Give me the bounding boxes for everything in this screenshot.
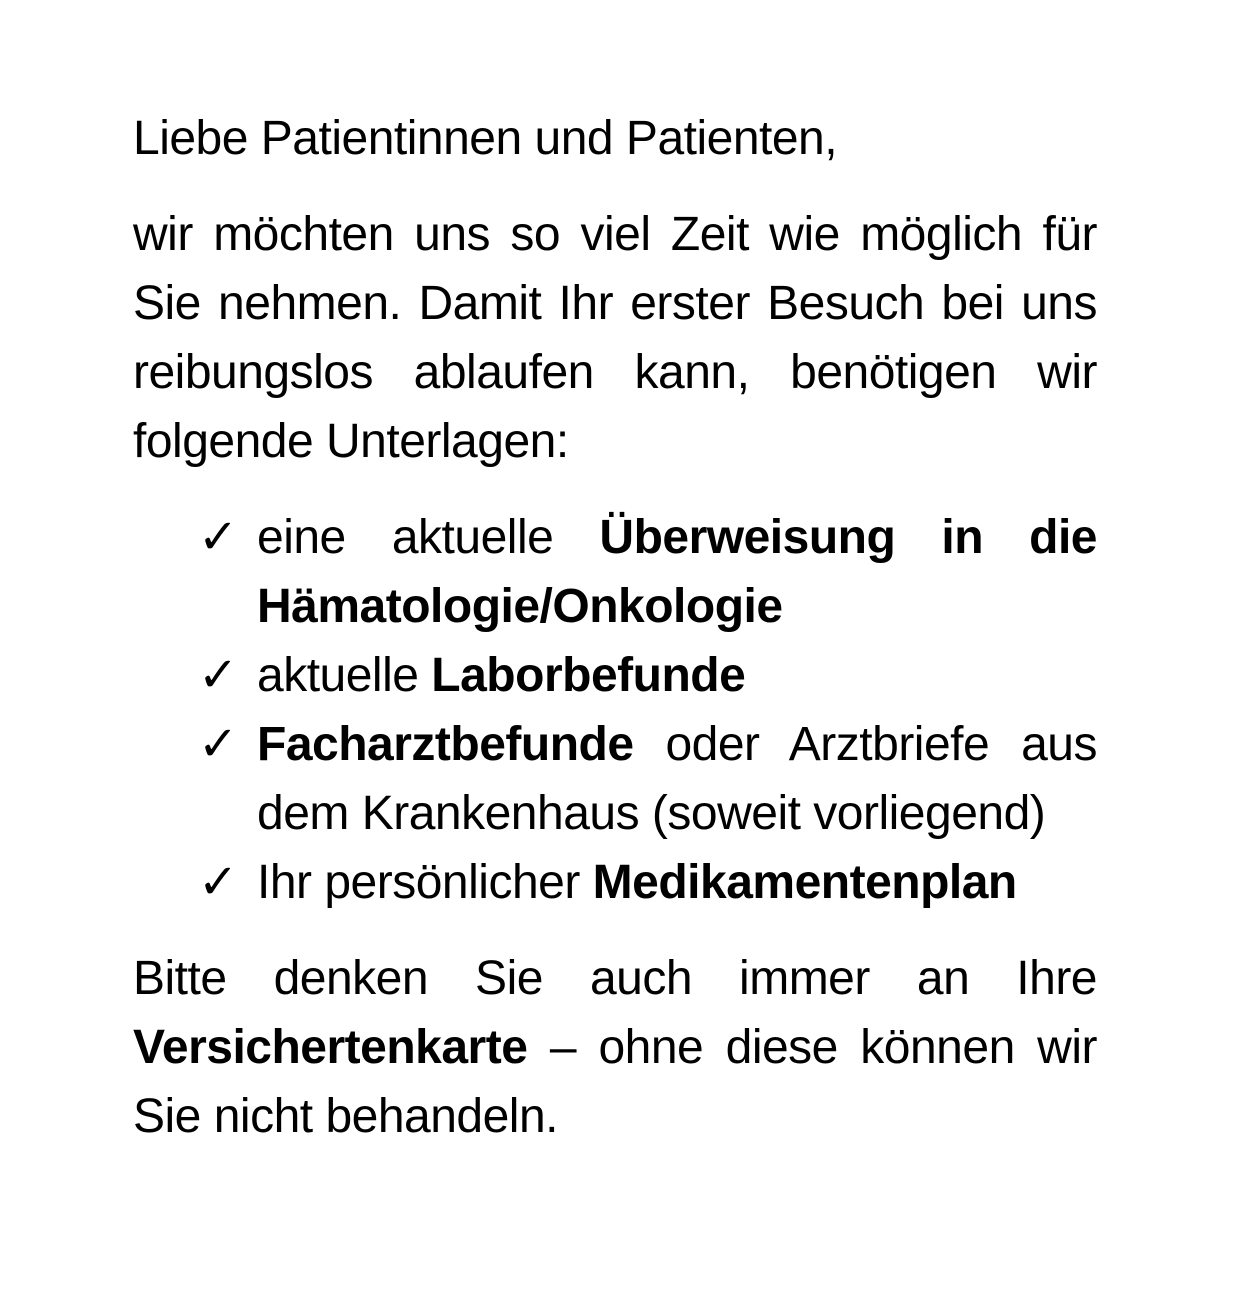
regular-text: aktuelle — [257, 649, 432, 702]
checklist-item-text — [257, 641, 1097, 710]
checklist-item — [198, 503, 1097, 641]
bold-text: Laborbefunde — [431, 649, 746, 702]
bold-text: Facharztbefunde — [257, 718, 634, 771]
regular-text: Ihr persönlicher — [257, 856, 593, 909]
checkmark-icon: ✓ — [198, 511, 238, 564]
checkmark-icon: ✓ — [198, 718, 238, 771]
bold-text: Überweisung in die Hämatologie/Onkologie — [257, 511, 1097, 633]
closing-paragraph — [133, 944, 1097, 1151]
regular-text: wir möchten uns so viel Zeit wie möglich für Sie nehmen. Damit Ihr erster Besuch bei uns reibungslos ablaufen kann, benötigen wir folgende Unterlagen: — [133, 208, 1097, 468]
regular-text: eine aktuelle — [257, 511, 600, 564]
bold-text: Versichertenkarte — [133, 1021, 528, 1074]
intro-paragraph — [133, 200, 1097, 476]
checkmark-icon: ✓ — [198, 649, 238, 702]
greeting: Liebe Patientinnen und Patienten, — [133, 112, 838, 165]
checklist-item-text — [257, 710, 1097, 848]
regular-text: – ohne diese können wir Sie nicht behandeln. — [133, 1021, 1097, 1143]
regular-text: Bitte denken Sie auch immer an Ihre — [133, 952, 1097, 1005]
checklist-item-text — [257, 503, 1097, 641]
checklist-item — [198, 710, 1097, 848]
bold-text: Medikamentenplan — [592, 856, 1017, 909]
checklist — [133, 503, 1097, 917]
checklist-item — [198, 641, 1097, 710]
checklist-item — [198, 848, 1097, 917]
checkmark-icon: ✓ — [198, 856, 238, 909]
checklist-item-text — [257, 848, 1097, 917]
regular-text: oder Arztbriefe aus dem Krankenhaus (soweit vorliegend) — [257, 718, 1097, 840]
